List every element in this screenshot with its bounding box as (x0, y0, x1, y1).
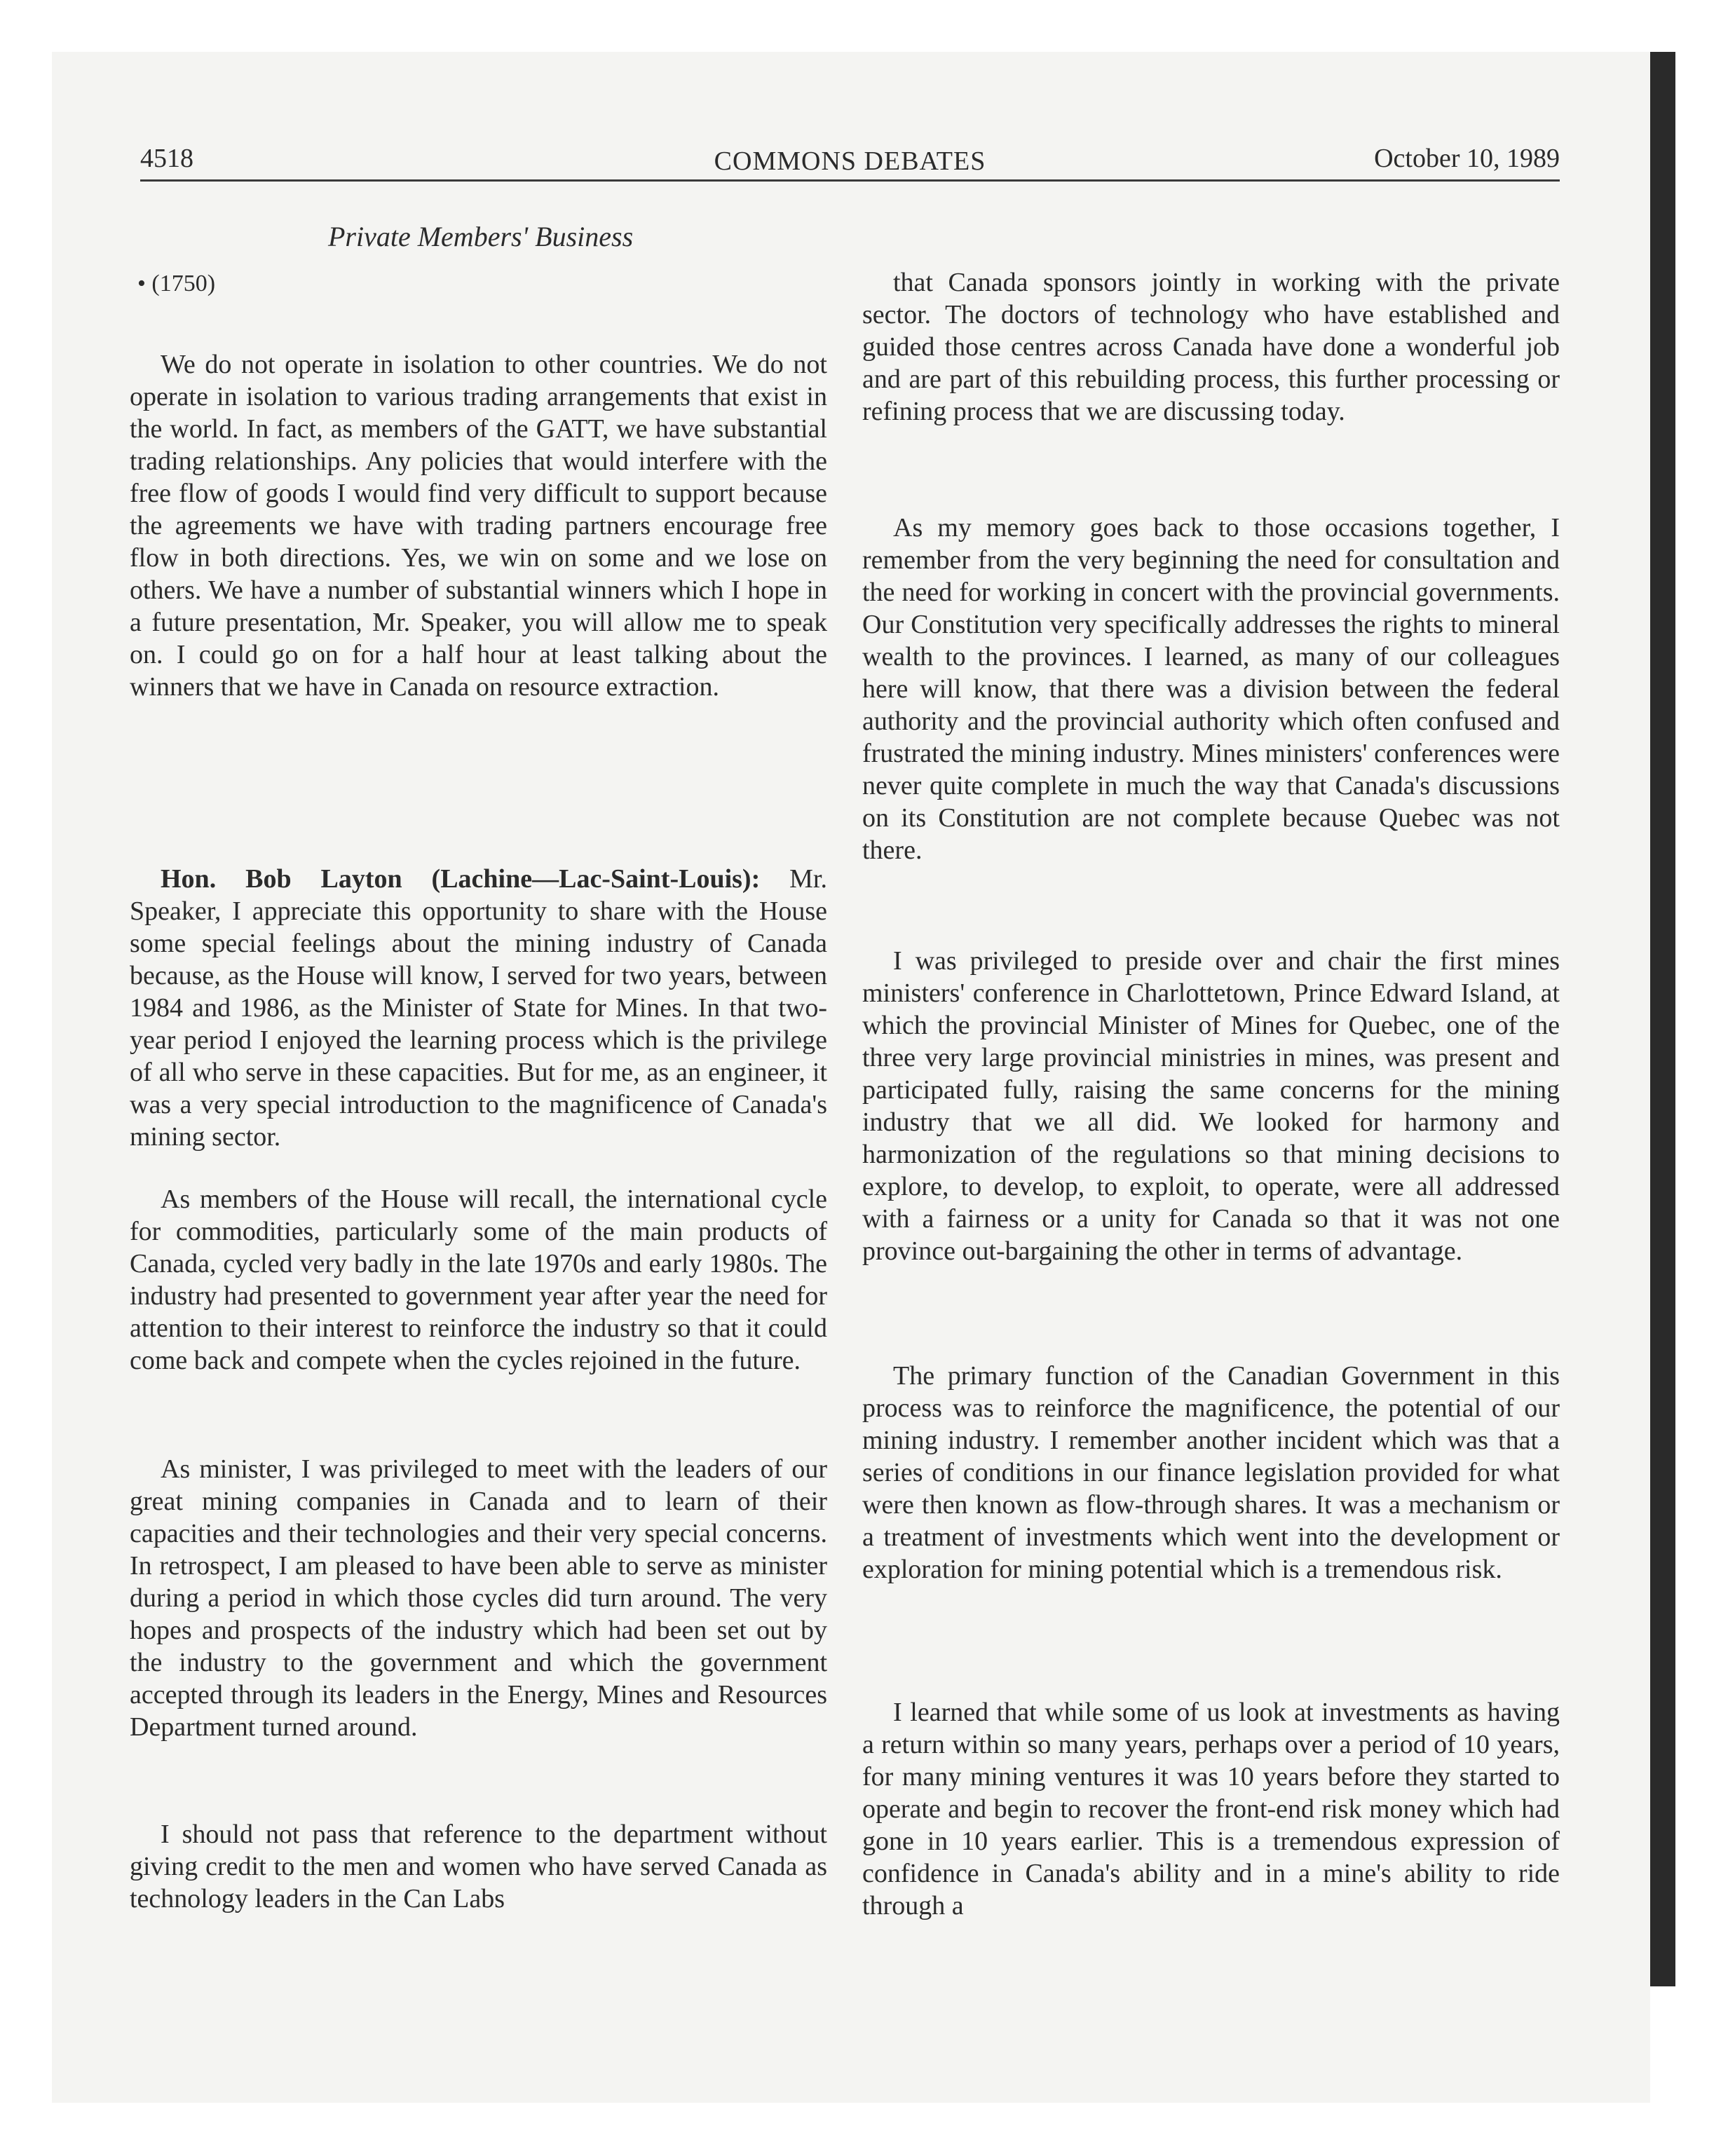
section-title: Private Members' Business (328, 221, 634, 252)
publication-title: COMMONS DEBATES (714, 146, 986, 176)
issue-date: October 10, 1989 (1374, 144, 1560, 173)
scan-border (1650, 52, 1675, 1986)
paragraph: As members of the House will recall, the international cycle for commodities, particularly some of the main products of Canada, cycled very badly in the late 1970s and early 1980s. The industry had presented to government year after year the need for attention to their interest to reinforce the industry so that it could come back and compete when the cycles rejoined in the future. (130, 1185, 827, 1375)
speaker-name: Hon. Bob Layton (Lachine—Lac-Saint-Louis): (161, 864, 761, 894)
speech-text: Mr. Speaker, I appreciate this opportunity to share with the House some special feelings about the mining industry of Canada because, as the House will know, I served for two years, between 1984 and 1986, as the Minister of State for Mines. In that two-year period I enjoyed the learning process which is the privilege of all who serve in these capacities. But for me, as an engineer, it was a very special introduction to the magnificence of Canada's mining sector. (130, 864, 827, 1152)
page-number: 4518 (140, 144, 193, 173)
header-rule (140, 179, 1560, 182)
paragraph: I was privileged to preside over and chair the first mines ministers' conference in Charlottetown, Prince Edward Island, at which the provincial Minister of Mines for Quebec, one of the three very large provincial ministries in mines, was present and participated fully, raising the same concerns for the mining industry that we all did. We looked for harmony and harmonization of the regulations so that mining decisions to explore, to develop, to exploit, to operate, were all addressed with a fairness or a unity for Canada so that it was not one province out-bargaining the other in terms of advantage. (862, 946, 1560, 1266)
paragraph: I should not pass that reference to the department without giving credit to the men and women who have served Canada as technology leaders in the Can Labs (130, 1820, 827, 1913)
paragraph: I learned that while some of us look at investments as having a return within so many years, perhaps over a period of 10 years, for many mining ventures it was 10 years before they started to operate and begin to recover the front-end risk money which had gone in 10 years earlier. This is a tremendous expression of confidence in Canada's ability and in a mine's ability to ride through a (862, 1698, 1560, 1920)
paragraph: The primary function of the Canadian Government in this process was to reinforce the magnificence, the potential of our mining industry. I remember another incident which was that a series of conditions in our finance legislation provided for what were then known as flow-through shares. It was a mechanism or a treatment of investments which went into the development or exploration for mining potential which is a tremendous risk. (862, 1361, 1560, 1584)
paragraph: As minister, I was privileged to meet with the leaders of our great mining companies in Canada and to learn of their capacities and their technologies and their very special concerns. In retrospect, I am pleased to have been able to serve as minister during a period in which those cycles did turn around. The very hopes and prospects of the industry which had been set out by the industry to the government and which the government accepted through its leaders in the Energy, Mines and Resources Department turned around. (130, 1454, 827, 1742)
paragraph (130, 863, 827, 1153)
time-marker: • (1750) (137, 271, 216, 296)
paragraph: that Canada sponsors jointly in working with the private sector. The doctors of technology who have established and guided those centres across Canada have done a wonderful job and are part of this rebuilding process, this further processing or refining process that we are discussing today. (862, 268, 1560, 426)
running-header (140, 137, 1560, 179)
paragraph: We do not operate in isolation to other countries. We do not operate in isolation to various trading arrangements that exist in the world. In fact, as members of the GATT, we have substantial trading relationships. Any policies that would interfere with the free flow of goods I would find very difficult to support because the agreements we have with trading partners encourage free flow in both directions. Yes, we win on some and we lose on others. We have a number of substantial winners which I hope in a future presentation, Mr. Speaker, you will allow me to speak on. I could go on for a half hour at least talking about the winners that we have in Canada on resource extraction. (130, 350, 827, 702)
paragraph: As my memory goes back to those occasions together, I remember from the very beginning the need for consultation and the need for working in concert with the provincial governments. Our Constitution very specifically addresses the rights to mineral wealth to the provinces. I learned, as many of our colleagues here will know, that there was a division between the federal authority and the provincial authority which often confused and frustrated the mining industry. Mines ministers' conferences were never quite complete in much the way that Canada's discussions on its Constitution are not complete because Quebec was not there. (862, 513, 1560, 865)
